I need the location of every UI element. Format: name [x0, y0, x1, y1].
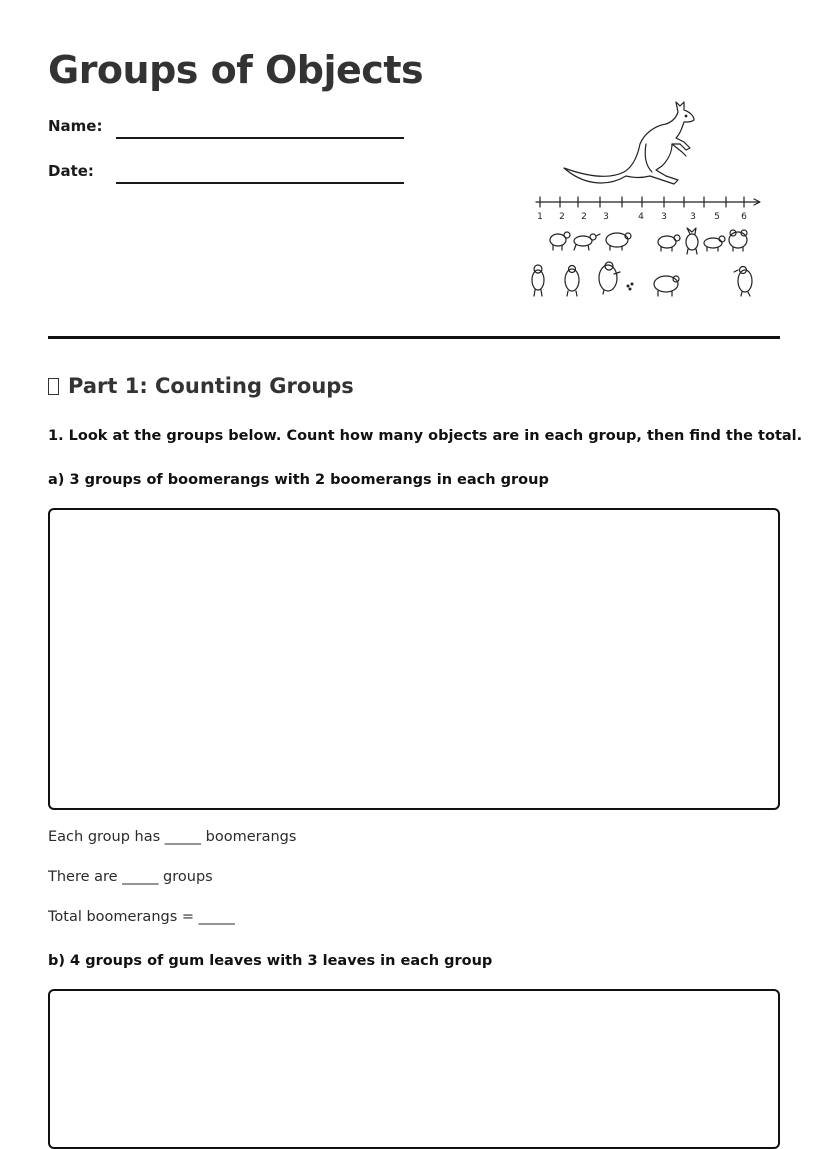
square-icon: [48, 378, 59, 395]
question-a-each-group: Each group has _____ boomerangs: [48, 829, 297, 845]
number-line-label: 2: [581, 212, 587, 222]
question-b-drawing-box[interactable]: [48, 989, 780, 1149]
name-field-row: [48, 117, 408, 141]
question-b-label: b) 4 groups of gum leaves with 3 leaves in each group: [48, 953, 493, 969]
section-heading-text: Part 1: Counting Groups: [68, 374, 354, 398]
number-line-label: 1: [537, 212, 543, 222]
number-line-label: 4: [638, 212, 644, 222]
number-line-label: 3: [690, 212, 696, 222]
instruction-text: 1. Look at the groups below. Count how many objects are in each group, then find the total.: [48, 428, 803, 444]
page-title: Groups of Objects: [48, 48, 424, 92]
question-a-drawing-box[interactable]: [48, 508, 780, 810]
question-a-label: a) 3 groups of boomerangs with 2 boomerangs in each group: [48, 472, 549, 488]
number-line-label: 6: [741, 212, 747, 222]
number-line-label: 5: [714, 212, 720, 222]
number-line-label: 3: [661, 212, 667, 222]
number-line-label: 2: [559, 212, 565, 222]
name-label: Name:: [48, 117, 103, 135]
name-input-line[interactable]: [116, 137, 404, 139]
section-divider: [48, 336, 780, 339]
question-a-groups: There are _____ groups: [48, 869, 213, 885]
kangaroo-number-line-icon: [526, 96, 766, 306]
question-a-total: Total boomerangs = _____: [48, 909, 235, 925]
date-field-row: [48, 162, 408, 186]
date-input-line[interactable]: [116, 182, 404, 184]
number-line-label: 3: [603, 212, 609, 222]
section-heading-part-1: [48, 374, 354, 398]
date-label: Date:: [48, 162, 94, 180]
